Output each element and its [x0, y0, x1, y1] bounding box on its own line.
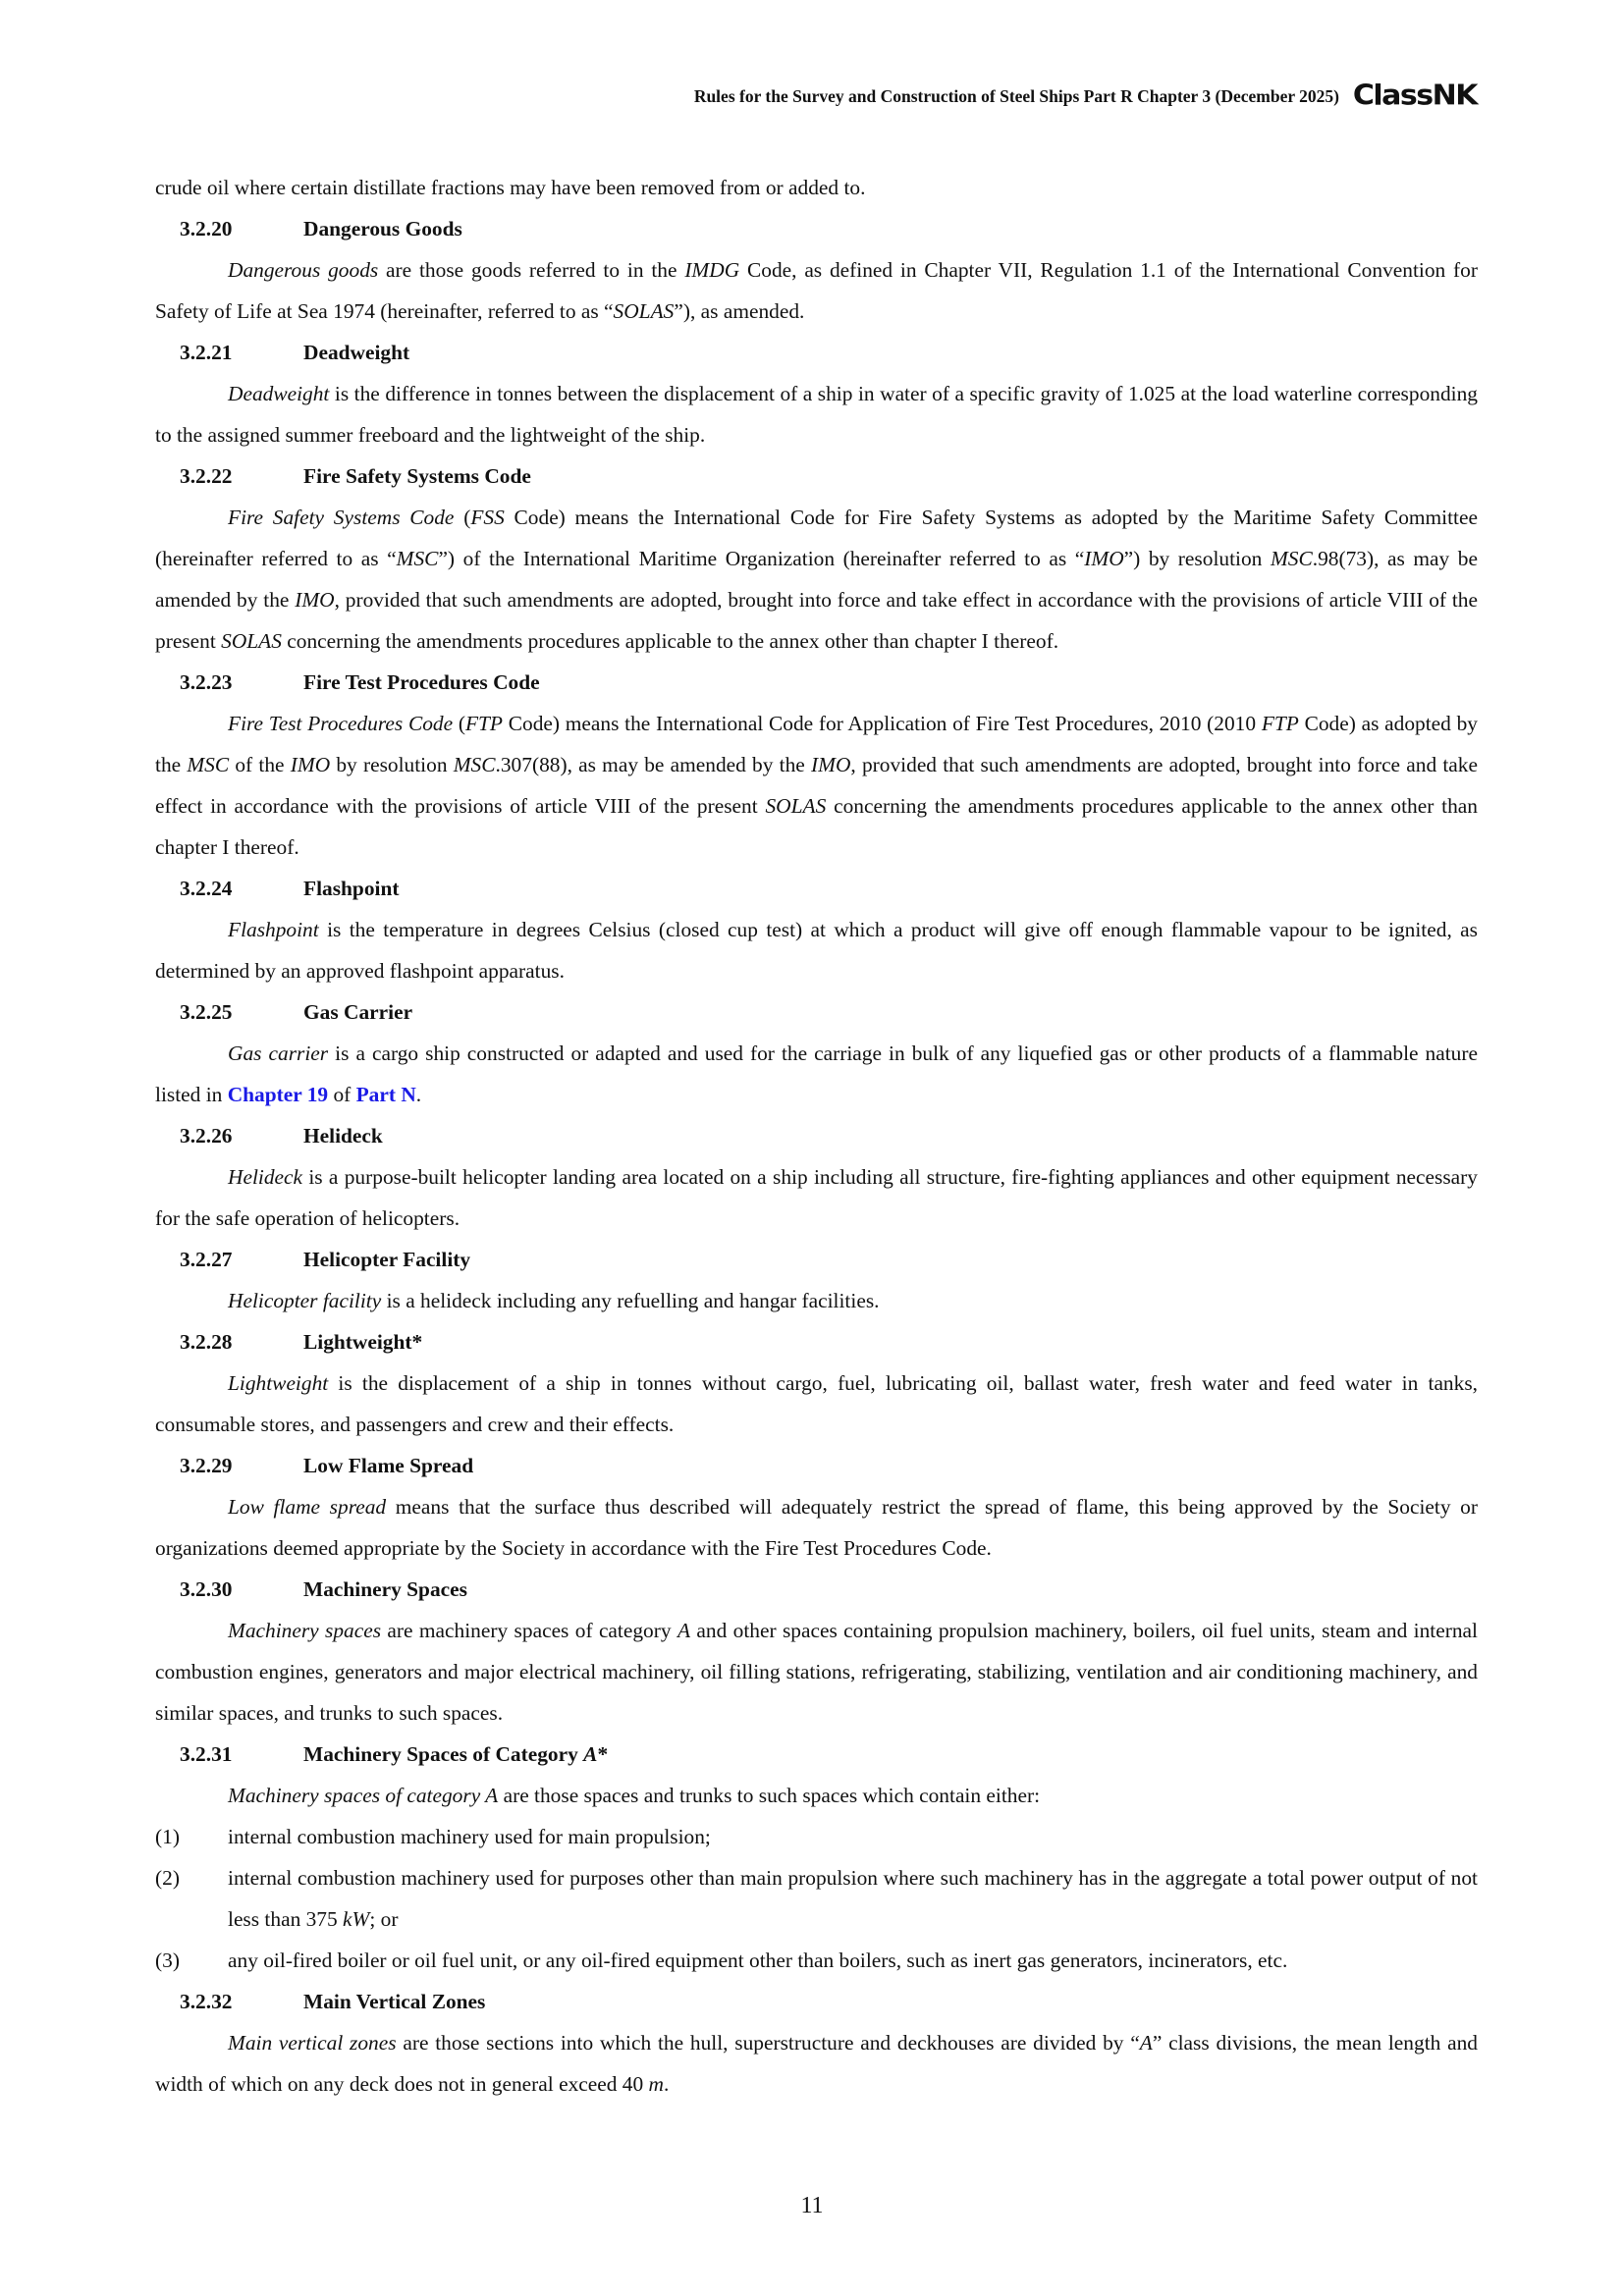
section-heading-3-2-32: 3.2.32 Main Vertical Zones [180, 1990, 486, 2013]
section-heading-3-2-21: 3.2.21 Deadweight [180, 341, 410, 364]
definition-flashpoint: Flashpoint is the temperature in degrees Celsius (closed cup test) at which a product will give off enough flammable vapour to be ignited, as determined by an approved flashpoint apparatus. [155, 918, 1478, 983]
page-header [0, 79, 1624, 118]
section-heading-3-2-27: 3.2.27 Helicopter Facility [180, 1248, 471, 1271]
definition-machinery-spaces-category-a: Machinery spaces of category A are those spaces and trunks to such spaces which contain either: [228, 1784, 1041, 1807]
definition-deadweight: Deadweight is the difference in tonnes between the displacement of a ship in water of a specific gravity of 1.025 at the load waterline corresponding to the assigned summer freeboard and the lightweight of the ship. [155, 382, 1478, 447]
definition-ftp-code: Fire Test Procedures Code (FTP Code) means the International Code for Application of Fire Test Procedures, 2010 (2010 FTP Code) as adopted by the MSC of the IMO by resolution MSC.307(88), as may be amended by the IMO, provided that such amendments are adopted, brought into force and take effect in accordance with the provisions of article VIII of the present SOLAS concerning the amendments procedures applicable to the annex other than chapter I thereof. [155, 712, 1478, 859]
section-heading-3-2-22: 3.2.22 Fire Safety Systems Code [180, 464, 531, 488]
list-item: (3) any oil-fired boiler or oil fuel unit, or any oil-fired equipment other than boilers, such as inert gas generators, incinerators, etc. [155, 1949, 1288, 1972]
classnk-logo: ClassNK [1352, 79, 1477, 113]
section-heading-3-2-24: 3.2.24 Flashpoint [180, 877, 400, 900]
definition-low-flame-spread: Low flame spread means that the surface thus described will adequately restrict the spread of flame, this being approved by the Society or organizations deemed appropriate by the Society in accordance with the Fire Test Procedures Code. [155, 1495, 1478, 1560]
section-heading-3-2-31: 3.2.31 Machinery Spaces of Category A* [180, 1742, 609, 1766]
paragraph-continuation: crude oil where certain distillate fractions may have been removed from or added to. [155, 176, 866, 199]
section-heading-3-2-26: 3.2.26 Helideck [180, 1124, 383, 1148]
definition-lightweight: Lightweight is the displacement of a ship in tonnes without cargo, fuel, lubricating oil, ballast water, fresh water and feed water in tanks, consumable stores, and passengers and crew and their effects. [155, 1371, 1478, 1436]
section-heading-3-2-30: 3.2.30 Machinery Spaces [180, 1577, 467, 1601]
list-item: (1) internal combustion machinery used for main propulsion; [155, 1825, 711, 1848]
definition-dangerous-goods: Dangerous goods are those goods referred to in the IMDG Code, as defined in Chapter VII, Regulation 1.1 of the International Convention for Safety of Life at Sea 1974 (hereinafter, referred to as “SOLAS”), as amended. [155, 258, 1478, 323]
page-number: 11 [800, 2193, 824, 2218]
section-heading-3-2-20: 3.2.20 Dangerous Goods [180, 217, 462, 240]
definition-helicopter-facility: Helicopter facility is a helideck including any refuelling and hangar facilities. [228, 1289, 880, 1312]
definition-main-vertical-zones: Main vertical zones are those sections into which the hull, superstructure and deckhouses are divided by “A” class divisions, the mean length and width of which on any deck does not in general exceed 40 m. [155, 2031, 1478, 2096]
section-heading-3-2-29: 3.2.29 Low Flame Spread [180, 1454, 474, 1477]
document-title: Rules for the Survey and Construction of Steel Ships Part R Chapter 3 (December 2025) [693, 86, 1339, 106]
definition-gas-carrier: Gas carrier is a cargo ship constructed or adapted and used for the carriage in bulk of any liquefied gas or other products of a flammable nature listed in Chapter 19 of Part N. [155, 1041, 1478, 1106]
chapter-19-link[interactable]: Chapter 19 [227, 1083, 329, 1106]
part-n-link[interactable]: Part N [355, 1083, 416, 1106]
section-heading-3-2-28: 3.2.28 Lightweight* [180, 1330, 423, 1354]
list-item: (2) internal combustion machinery used for purposes other than main propulsion where such machinery has in the aggregate a total power output of not less than 375 kW; or [155, 1866, 1478, 1931]
definition-helideck: Helideck is a purpose-built helicopter landing area located on a ship including all structure, fire-fighting appliances and other equipment necessary for the safe operation of helicopters. [155, 1165, 1478, 1230]
section-heading-3-2-23: 3.2.23 Fire Test Procedures Code [180, 670, 540, 694]
definition-fss-code: Fire Safety Systems Code (FSS Code) means the International Code for Fire Safety Systems as adopted by the Maritime Safety Committee (hereinafter referred to as “MSC”) of the International Maritime Organization (hereinafter referred to as “IMO”) by resolution MSC.98(73), as may be amended by the IMO, provided that such amendments are adopted, brought into force and take effect in accordance with the provisions of article VIII of the present SOLAS concerning the amendments procedures applicable to the annex other than chapter I thereof. [155, 506, 1478, 653]
section-heading-3-2-25: 3.2.25 Gas Carrier [180, 1000, 413, 1024]
document-body [155, 167, 1478, 2105]
definition-machinery-spaces: Machinery spaces are machinery spaces of category A and other spaces containing propulsion machinery, boilers, oil fuel units, steam and internal combustion engines, generators and major electrical machinery, oil filling stations, refrigerating, stabilizing, ventilation and air conditioning machinery, and similar spaces, and trunks to such spaces. [155, 1619, 1478, 1725]
